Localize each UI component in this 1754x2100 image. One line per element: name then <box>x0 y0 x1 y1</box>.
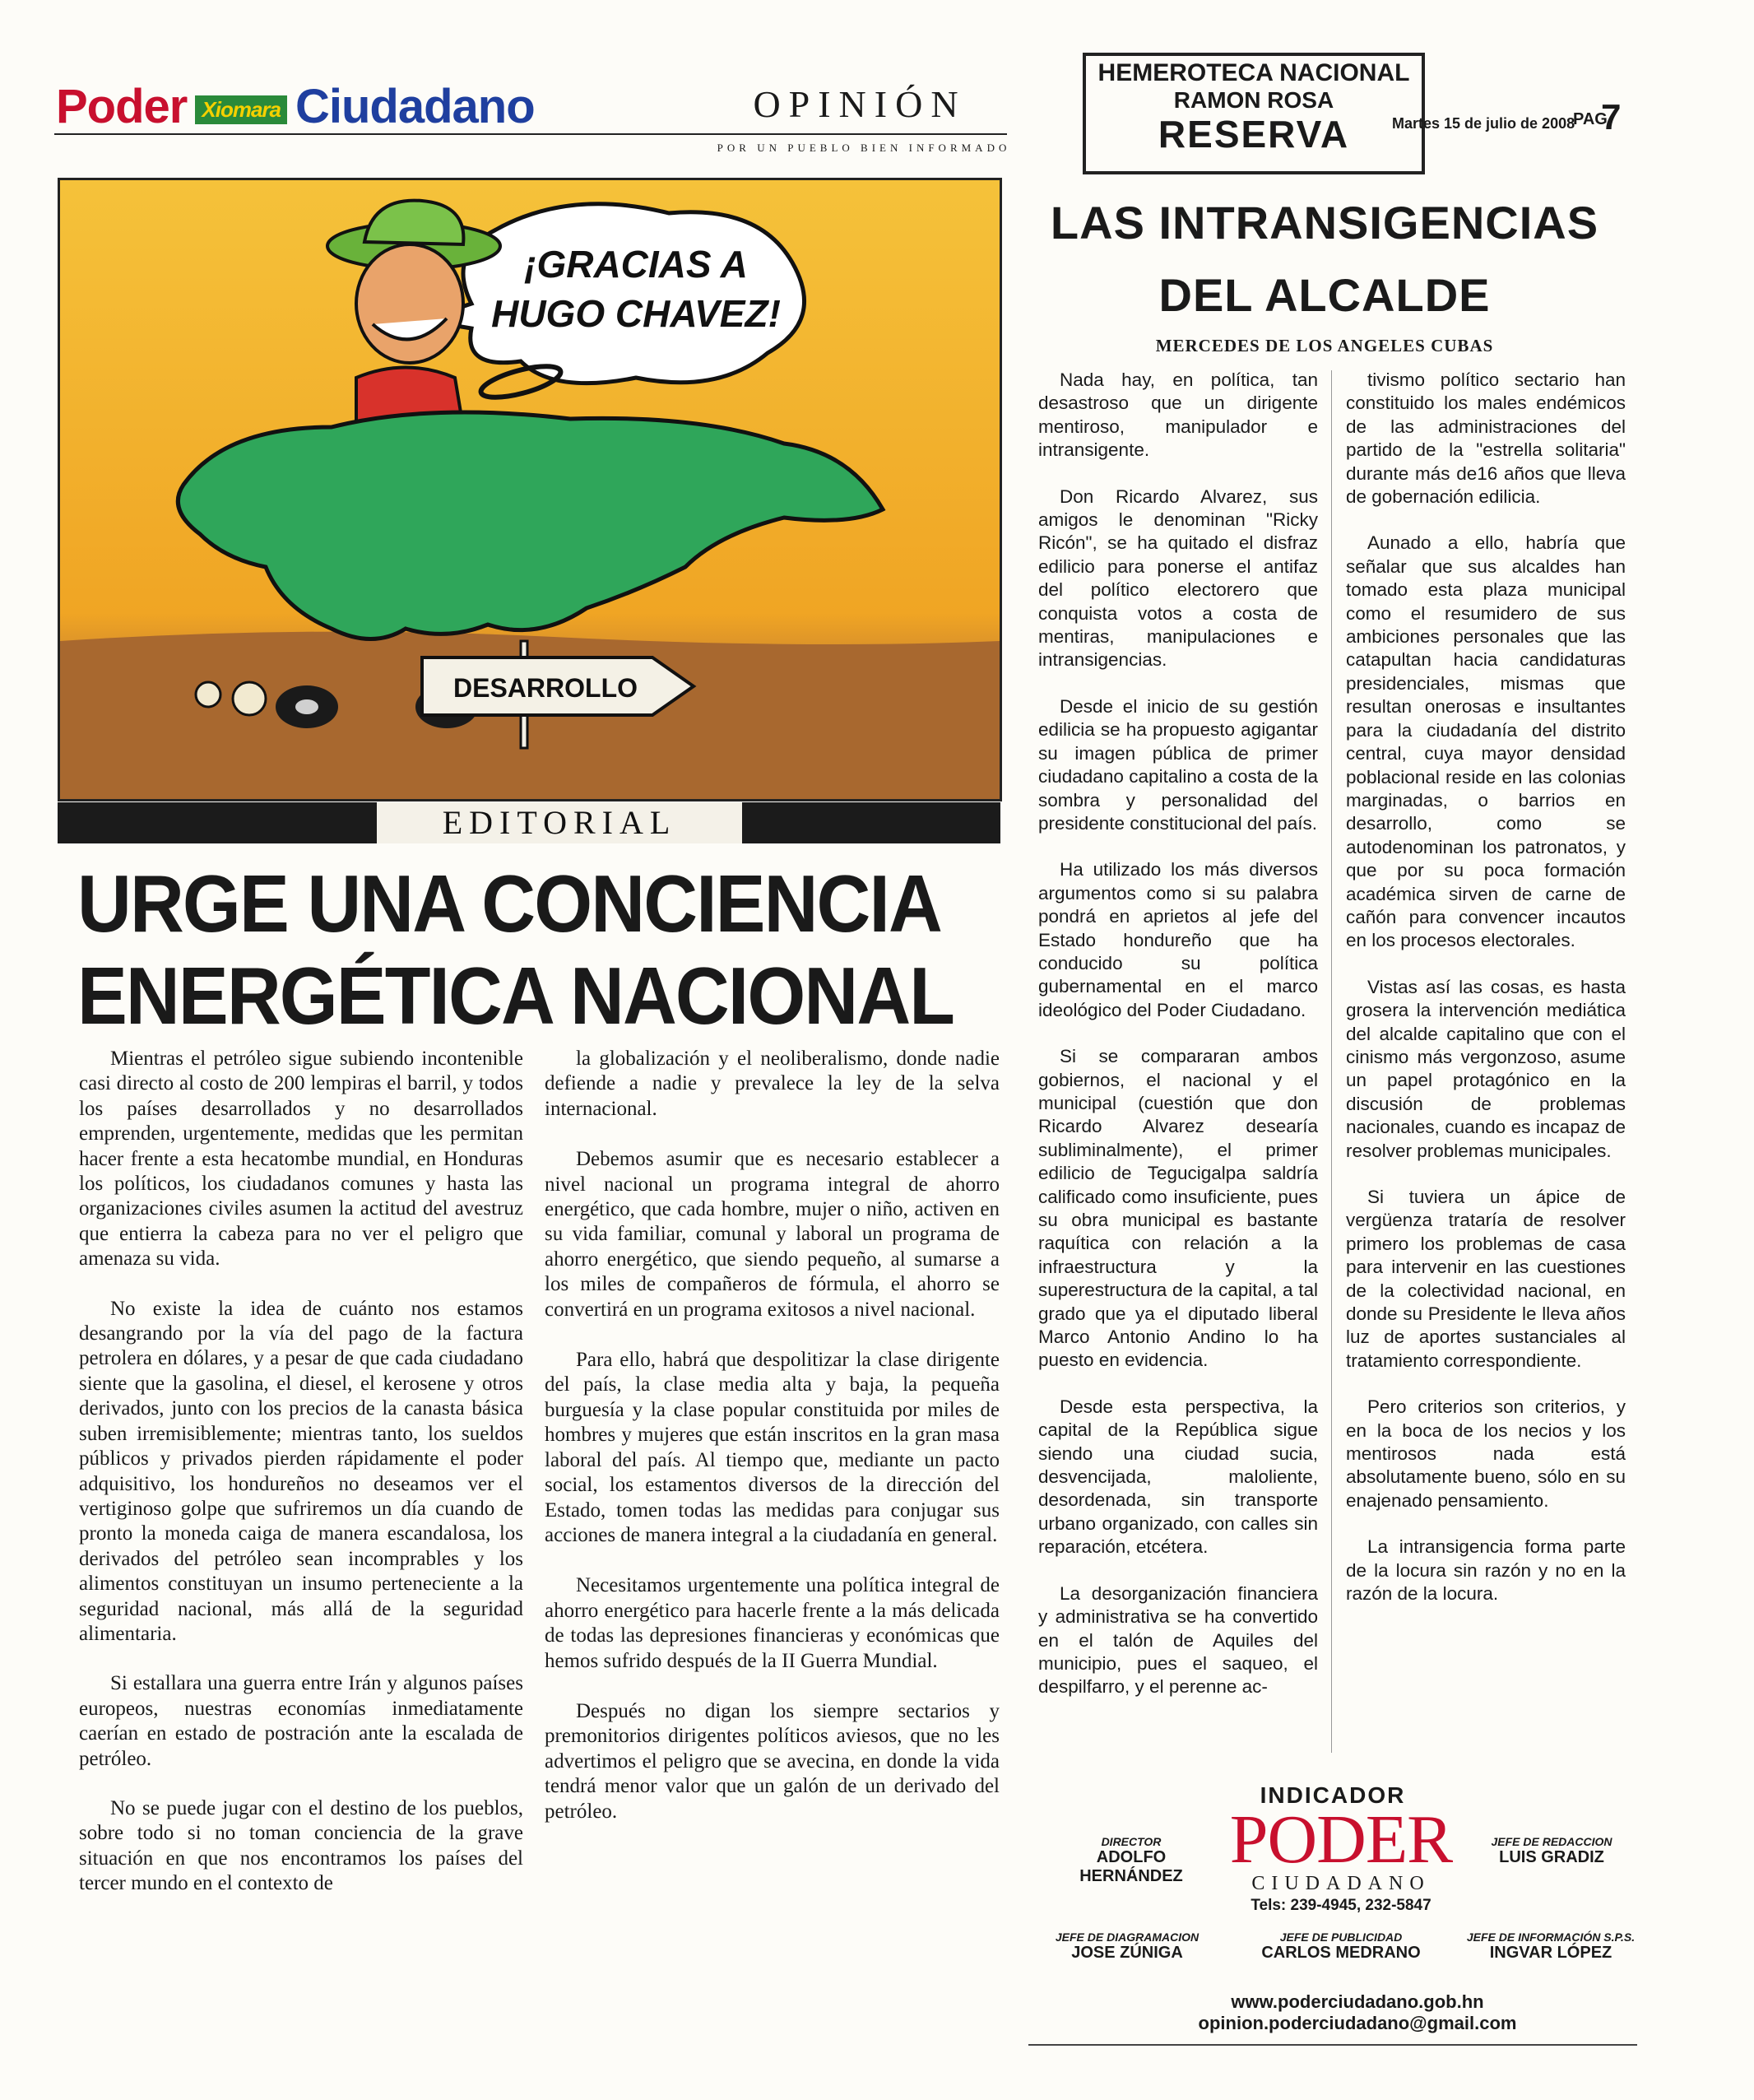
paragraph: la globalización y el neoliberalismo, donde nadie defiende a nadie y prevalece la ley de la selva internacional. <box>545 1048 1000 1120</box>
paragraph: Mientras el petróleo sigue subiendo incontenible casi directo al costo de 200 lempiras el barril, y todos los países desarrollados y no desarrollados emprenden, urgentemente, medidas que les permitan hacer frente a esta hecatombe mundial, en Honduras los políticos, los ciudadanos comunes y hasta las organizaciones civiles asumen la actitud del avestruz que entierra la cabeza para no ver el peligro que amenaza su vida. <box>79 1048 523 1271</box>
section-tagline: POR UN PUEBLO BIEN INFORMADO <box>717 142 1011 154</box>
speech-line-2: HUGO CHAVEZ! <box>491 292 781 335</box>
indicador-heading: INDICADOR <box>1260 1782 1406 1808</box>
logo-word-poder: Poder <box>56 80 188 133</box>
column-divider <box>1331 370 1332 1753</box>
paragraph: tivismo político sectario han constituido los males endémicos de las administraciones del partido de la "estrella solitaria" durante más de16 años que lleva de gobernación edilicia. <box>1346 369 1626 508</box>
paragraph: La desorganización financiera y administrativa se ha convertido en el talón de Aquiles del municipio, pues el saqueo, el despilfarro, y el perenne ac- <box>1038 1582 1318 1698</box>
paragraph: Aunado a ello, habría que señalar que sus alcaldes han tomado esta plaza municipal como el resumidero de sus ambiciones personales que las catapultan hacia candidaturas presidenciales, mismas que resultan onerosas e insultantes para la ciudadanía del distrito central, cuya mayor densidad poblacional reside en las colonias marginadas, o barrios en desarrollo, como se autodenominan los patronatos, y que por su poca formación académica sirven de carne de cañón para convencer incautos en los procesos electorales. <box>1346 532 1626 951</box>
newspaper-logo <box>56 79 535 134</box>
page-label: PAG. <box>1573 110 1612 128</box>
diagramacion-role: JEFE DE DIAGRAMACION <box>1055 1930 1199 1944</box>
editorial-column-1 <box>79 1047 523 1921</box>
opinion-byline: MERCEDES DE LOS ANGELES CUBAS <box>1155 336 1494 355</box>
website-link[interactable]: www.poderciudadano.gob.hn <box>1231 1991 1484 2012</box>
paragraph: Debemos asumir que es necesario establecer a nivel nacional un programa integral de ahorro energético, que cada hombre, mujer o niño, activen en su vida familiar, comunal y laboral un programa de ahorro energético, que siendo pequeño, al sumarse a los miles de compañeros de fórmula, el ahorro se convertirá en un programa exitosos a nivel nacional. <box>545 1148 1000 1321</box>
brand-ciudadano: CIUDADANO <box>1251 1873 1431 1894</box>
logo-emblem: Xiomara <box>195 95 287 124</box>
director-credit <box>1045 1835 1218 1886</box>
diagramacion-credit <box>1028 1930 1226 1963</box>
stamp-line-3: RESERVA <box>1158 113 1350 156</box>
paragraph: Desde esta perspectiva, la capital de la República sigue siendo una ciudad sucia, desvencijada, maloliente, desordenada, sin transporte urbano organizado, con calles sin reparación, etcétera. <box>1038 1396 1318 1558</box>
cartoon-drawing <box>60 180 1000 799</box>
steering-wheel <box>478 360 564 404</box>
indicador-rule <box>1028 2044 1637 2046</box>
paragraph: Nada hay, en política, tan desastroso que un dirigente mentiroso, manipulador e intransigente. <box>1038 369 1318 461</box>
opinion-column-1 <box>1038 369 1318 1722</box>
archive-stamp <box>1083 53 1425 174</box>
opinion-column-2 <box>1346 369 1626 1629</box>
editorial-headline-1: URGE UNA CONCIENCIA <box>77 858 941 949</box>
honduras-map-car <box>178 412 883 639</box>
publicidad-name: CARLOS MEDRANO <box>1261 1944 1421 1962</box>
hat-crown <box>364 201 463 244</box>
section-title: OPINIÓN <box>753 83 967 125</box>
poder-ciudadano-brand <box>1218 1801 1464 1915</box>
publicidad-credit <box>1242 1930 1440 1963</box>
redaccion-role: JEFE DE REDACCION <box>1491 1835 1612 1848</box>
paragraph: Don Ricardo Alvarez, sus amigos le denominan "Ricky Ricón", se ha quitado el disfraz edilicio para ponerse el antifaz del político electorero que conquista votos a costa de mentiras, manipulaciones e intransigencias. <box>1038 486 1318 671</box>
paragraph: Si estallara una guerra entre Irán y algunos países europeos, nuestras economías inmediatamente caerían en estado de postración ante la escalada de petróleo. <box>79 1672 523 1770</box>
paragraph: Ha utilizado los más diversos argumentos como si su palabra pondrá en aprietos al jefe del Estado hondureño que ha conducido su política gubernamental en el marco ideológico del Poder Ciudadano. <box>1038 859 1318 1020</box>
driver-face <box>356 244 463 363</box>
wheel-hub-rear <box>295 699 318 714</box>
page-number: 7 <box>1601 97 1622 137</box>
exhaust-puff <box>196 682 220 707</box>
speech-line-1: ¡GRACIAS A <box>524 243 748 286</box>
editorial-label: EDITORIAL <box>377 802 742 843</box>
opinion-title-2: DEL ALCALDE <box>1158 269 1491 321</box>
editorial-cartoon <box>58 178 1002 801</box>
informacion-name: INGVAR LÓPEZ <box>1489 1944 1612 1962</box>
redaccion-name: LUIS GRADIZ <box>1499 1848 1604 1866</box>
paragraph: Desde el inicio de su gestión edilicia se ha propuesto agigantar su imagen pública de primer ciudadano capitalino a costa de la sombra y personalidad del presidente constitucional del país. <box>1038 695 1318 834</box>
brand-poder: PODER <box>1229 1801 1453 1878</box>
editorial-headline-2: ENERGÉTICA NACIONAL <box>77 950 954 1041</box>
paragraph: Si tuviera un ápice de vergüenza trataría de resolver primero los problemas de casa para intervenir en las cuestiones de la colectividad nacional, en donde su Presidente le lleva años luz de aportes sustanciales al tratamiento correspondiente. <box>1346 1187 1626 1371</box>
opinion-title-1: LAS INTRANSIGENCIAS <box>1050 197 1599 249</box>
logo-word-ciudadano: Ciudadano <box>295 80 535 133</box>
paragraph: Después no digan los siempre sectarios y premonitorios dirigentes políticos aviesos, que no les advertimos el peligro que se avecina, en donde la vida tendrá menor valor que un galón de un derivado del petróleo. <box>545 1699 1000 1823</box>
contact-info <box>1111 1991 1604 2034</box>
issue-date: Martes 15 de julio de 2008 <box>1392 115 1575 132</box>
paragraph: La intransigencia forma parte de la locura sin razón y no en la razón de la locura. <box>1346 1536 1626 1605</box>
paragraph: Si se compararan ambos gobiernos, el nacional y el municipal (cuestión que don Ricardo Alvarez desearía subliminalmente), el primer edilicio de Tegucigalpa saldría calificado como insuficiente, pues su obra municipal es bastante raquítica con relación a la infraestructura y la superestructura de la capital, a tal grado que ya el diputado liberal Marco Antonio Andino lo ha puesto en evidencia. <box>1038 1046 1318 1371</box>
informacion-role: JEFE DE INFORMACIÓN S.P.S. <box>1466 1930 1636 1944</box>
paragraph: Necesitamos urgentemente una política integral de ahorro energético para hacerle frente a la más delicada de todas las depresiones financieras y económicas que hemos sufrido después de la II Guerra Mundial. <box>545 1574 1000 1672</box>
publicidad-role: JEFE DE PUBLICIDAD <box>1279 1930 1403 1944</box>
paragraph: Pero criterios son criterios, y en la boca de los necios y los mentirosos nada está absolutamente bueno, sólo en su enajenado pensamiento. <box>1346 1396 1626 1511</box>
stamp-line-1: HEMEROTECA NACIONAL <box>1097 59 1410 86</box>
brand-telephones: Tels: 239-4945, 232-5847 <box>1251 1897 1432 1914</box>
diagramacion-name: JOSE ZÚNIGA <box>1071 1944 1183 1962</box>
stamp-line-2: RAMON ROSA <box>1173 87 1334 113</box>
editorial-column-2 <box>545 1047 1000 1850</box>
editorial-band <box>58 802 1000 843</box>
paragraph: Vistas así las cosas, es hasta grosera la intervención mediática del alcalde capitalino que con el cinismo más vergonzoso, asume un papel protagónico en la discusión de problemas nacionales, cuando es incapaz de resolver problemas municipales. <box>1346 976 1626 1161</box>
informacion-credit <box>1456 1930 1645 1963</box>
redaccion-credit <box>1469 1835 1634 1867</box>
paragraph: No se puede jugar con el destino de los pueblos, sobre todo si no toman conciencia de la grave situación en que nos encontramos los países del tercer mundo en el contexto de <box>79 1796 523 1895</box>
road-sign-text: DESARROLLO <box>453 673 638 703</box>
masthead-rule <box>54 133 1007 135</box>
paragraph: Para ello, habrá que despolitizar la clase dirigente del país, la clase media alta y baja, la pequeña burguesía y la clase popular constituida por miles de hombres y mujeres que están inscritos en la gran masa laboral del país. Al tiempo que, mediante un pacto social, los estamentos diversos de la dirección del Estado, tomen todas las medidas para conjugar sus acciones de manera integral a la ciudadanía en general. <box>545 1349 1000 1546</box>
director-role: DIRECTOR <box>1101 1835 1162 1848</box>
director-name: ADOLFO HERNÁNDEZ <box>1079 1848 1183 1885</box>
email-link[interactable]: opinion.poderciudadano@gmail.com <box>1198 2013 1517 2033</box>
paragraph: No existe la idea de cuánto nos estamos desangrando por la vía del pago de la factura petrolera en dólares, y a pesar de que cada ciudadano siente que la gasolina, el diesel, el kerosene y otros derivados, junto con los precios de la canasta básica suben irremisiblemente; mientras tanto, los sueldos públicos y privados pierden rápidamente el poder adquisitivo, los hondureños no deseamos ver el vertiginoso golpe que sufriremos un día cuando de pronto la moneda caiga de manera escandalosa, los derivados del petróleo sean incomprables y los alimentos constituyan un insumo perteneciente a la seguridad nacional, más allá de la seguridad alimentaria. <box>79 1297 523 1645</box>
exhaust-puff <box>233 682 266 715</box>
